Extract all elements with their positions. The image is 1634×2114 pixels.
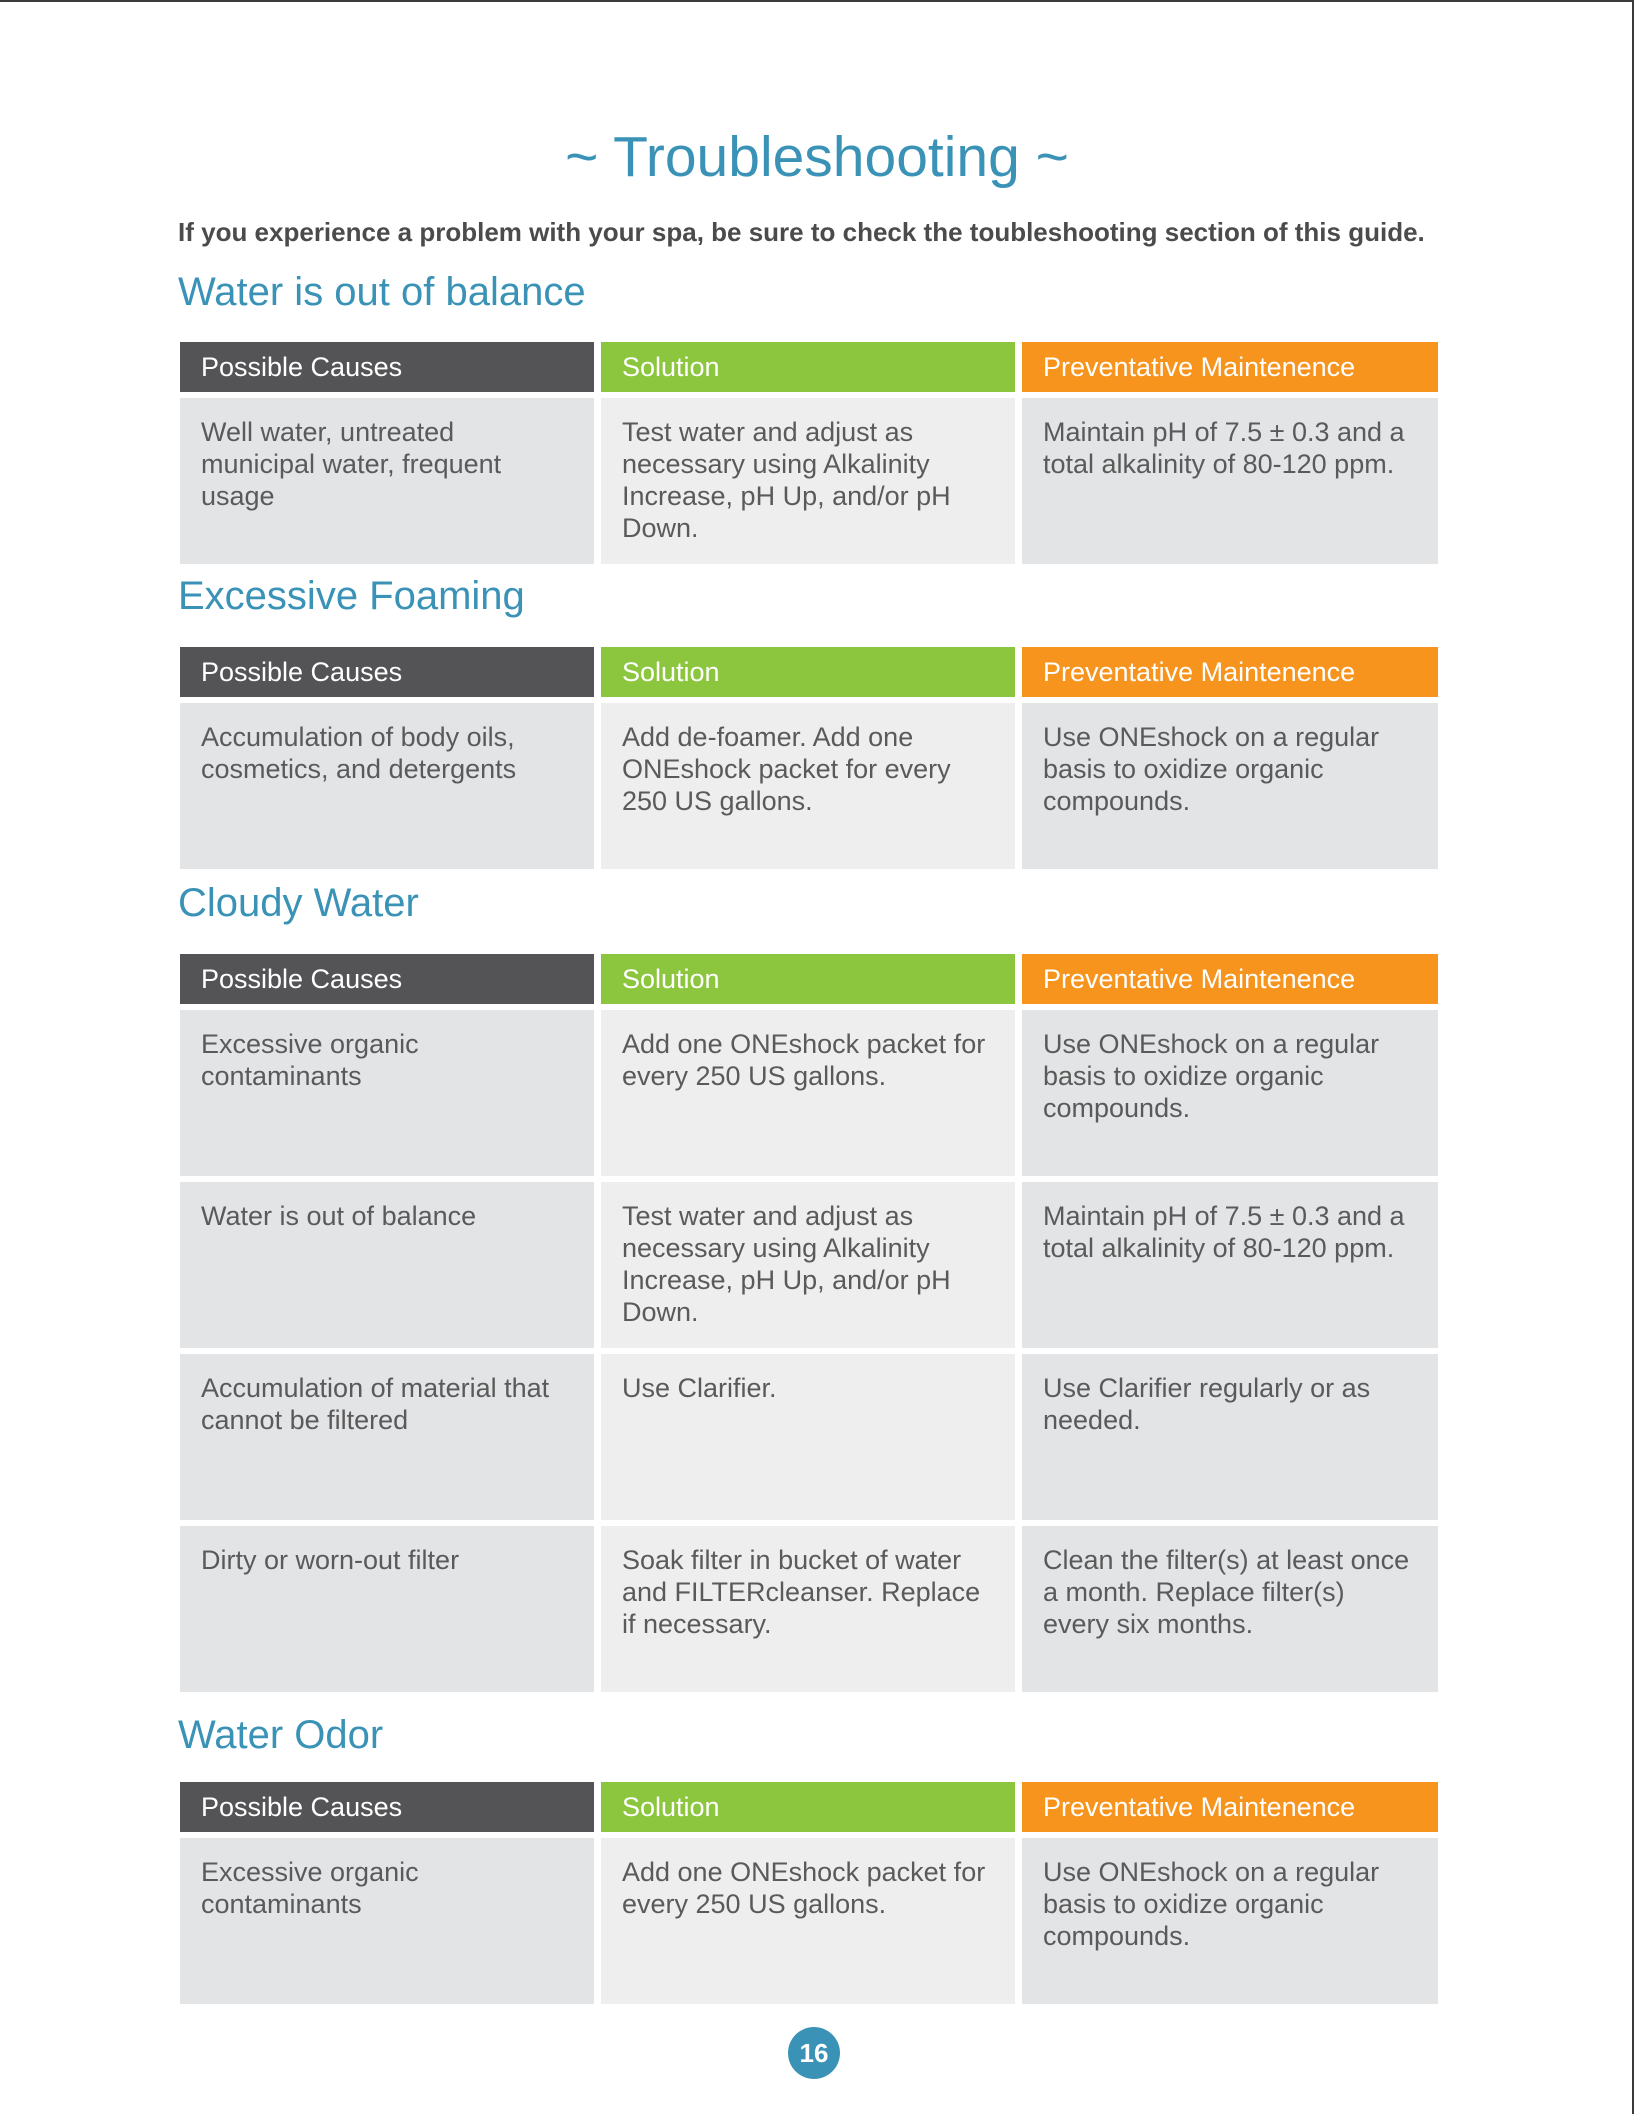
table-row [180,1010,1438,1176]
prevent-cell: Use ONEshock on a regular basis to oxidize organic compounds. [1022,1010,1438,1176]
table-header-row [180,342,1438,392]
table-header-row [180,1782,1438,1832]
header-preventative-maintenance: Preventative Maintenence [1022,1782,1438,1832]
header-preventative-maintenance: Preventative Maintenence [1022,647,1438,697]
cause-cell: Excessive organic contaminants [180,1010,594,1176]
solution-cell: Test water and adjust as necessary using Alkalinity Increase, pH Up, and/or pH Down. [601,1182,1015,1348]
solution-cell: Test water and adjust as necessary using Alkalinity Increase, pH Up, and/or pH Down. [601,398,1015,564]
table-row [180,1182,1438,1348]
cause-cell: Water is out of balance [180,1182,594,1348]
prevent-cell: Use Clarifier regularly or as needed. [1022,1354,1438,1520]
prevent-cell: Maintain pH of 7.5 ± 0.3 and a total alkalinity of 80-120 ppm. [1022,398,1438,564]
solution-cell: Add one ONEshock packet for every 250 US gallons. [601,1838,1015,2004]
section-heading-water-balance: Water is out of balance [178,270,586,314]
solution-cell: Add de-foamer. Add one ONEshock packet for every 250 US gallons. [601,703,1015,869]
page-number-badge: 16 [788,2027,840,2079]
header-preventative-maintenance: Preventative Maintenence [1022,342,1438,392]
prevent-cell: Use ONEshock on a regular basis to oxidize organic compounds. [1022,1838,1438,2004]
table-water-balance [180,342,1438,570]
table-cloudy-water [180,954,1438,1698]
header-solution: Solution [601,647,1015,697]
header-solution: Solution [601,954,1015,1004]
solution-cell: Add one ONEshock packet for every 250 US gallons. [601,1010,1015,1176]
prevent-cell: Use ONEshock on a regular basis to oxidize organic compounds. [1022,703,1438,869]
section-heading-water-odor: Water Odor [178,1713,384,1757]
table-row [180,1354,1438,1520]
header-preventative-maintenance: Preventative Maintenence [1022,954,1438,1004]
section-heading-cloudy-water: Cloudy Water [178,881,419,925]
section-heading-excessive-foaming: Excessive Foaming [178,574,525,618]
cause-cell: Dirty or worn-out filter [180,1526,594,1692]
cause-cell: Accumulation of material that cannot be filtered [180,1354,594,1520]
page-title: ~ Troubleshooting ~ [565,125,1069,189]
header-solution: Solution [601,1782,1015,1832]
prevent-cell: Maintain pH of 7.5 ± 0.3 and a total alkalinity of 80-120 ppm. [1022,1182,1438,1348]
header-possible-causes: Possible Causes [180,647,594,697]
table-water-odor [180,1782,1438,2010]
solution-cell: Use Clarifier. [601,1354,1015,1520]
prevent-cell: Clean the filter(s) at least once a month. Replace filter(s) every six months. [1022,1526,1438,1692]
table-excessive-foaming [180,647,1438,875]
page-border-top [0,0,1634,2]
cause-cell: Well water, untreated municipal water, frequent usage [180,398,594,564]
cause-cell: Accumulation of body oils, cosmetics, and detergents [180,703,594,869]
table-row [180,1526,1438,1692]
header-solution: Solution [601,342,1015,392]
cause-cell: Excessive organic contaminants [180,1838,594,2004]
table-row [180,1838,1438,2004]
header-possible-causes: Possible Causes [180,342,594,392]
solution-cell: Soak filter in bucket of water and FILTERcleanser. Replace if necessary. [601,1526,1015,1692]
intro-text: If you experience a problem with your spa, be sure to check the toubleshooting section of this guide. [178,217,1425,247]
header-possible-causes: Possible Causes [180,1782,594,1832]
table-header-row [180,647,1438,697]
table-row [180,398,1438,564]
table-row [180,703,1438,869]
table-header-row [180,954,1438,1004]
header-possible-causes: Possible Causes [180,954,594,1004]
